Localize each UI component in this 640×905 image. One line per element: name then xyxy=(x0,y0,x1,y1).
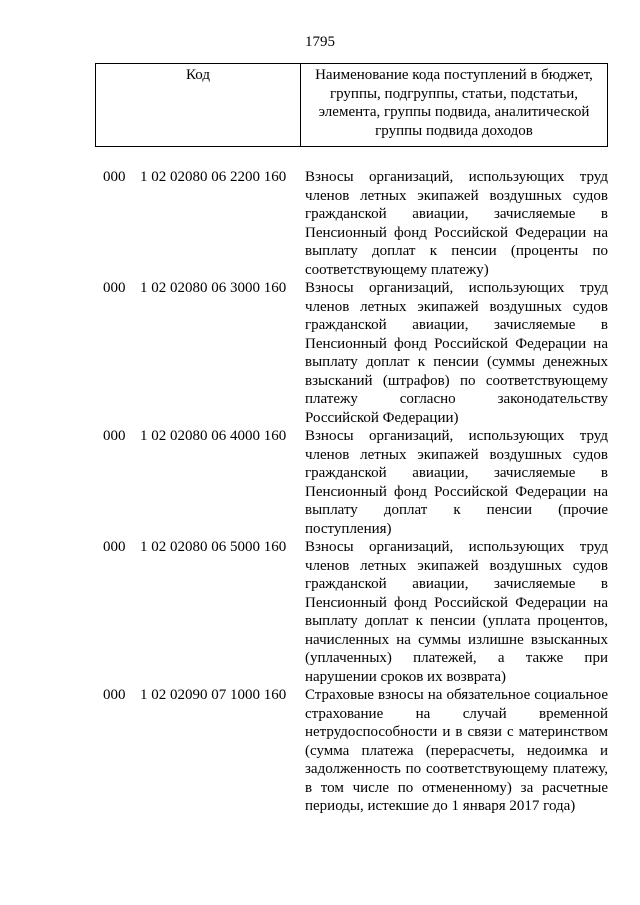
row-budget-code: 1 02 02080 06 5000 160 xyxy=(140,539,287,555)
row-budget-code: 1 02 02080 06 2200 160 xyxy=(140,169,287,185)
row-description: Взносы организаций, использующих труд членов летных экипажей воздушных судов гражданской авиации, зачисляемые в Пенсионный фонд Российской Федерации на выплату доплат к пенсии (суммы денежных взысканий (штрафов) по соответствующему платежу согласно законодательству Российской Федерации) xyxy=(305,280,608,426)
table-row xyxy=(95,538,608,686)
row-description: Взносы организаций, использующих труд членов летных экипажей воздушных судов гражданской авиации, зачисляемые в Пенсионный фонд Российской Федерации на выплату доплат к пенсии (проценты по соответствующему платежу) xyxy=(305,169,608,278)
row-admin-code: 000 xyxy=(103,169,126,185)
row-budget-code: 1 02 02080 06 3000 160 xyxy=(140,280,287,296)
table-row xyxy=(95,427,608,538)
row-description: Взносы организаций, использующих труд членов летных экипажей воздушных судов гражданской авиации, зачисляемые в Пенсионный фонд Российской Федерации на выплату доплат к пенсии (прочие поступления) xyxy=(305,428,608,537)
row-admin-code: 000 xyxy=(103,539,126,555)
row-description: Взносы организаций, использующих труд членов летных экипажей воздушных судов гражданской авиации, зачисляемые в Пенсионный фонд Российской Федерации на выплату доплат к пенсии (уплата процентов, начисленных на суммы излишне взысканных (уплаченных) платежей, а также при нарушении сроков их возврата) xyxy=(305,539,608,685)
table-row xyxy=(95,168,608,279)
row-budget-code: 1 02 02090 07 1000 160 xyxy=(140,687,287,703)
row-admin-code: 000 xyxy=(103,280,126,296)
row-description: Страховые взносы на обязательное социальное страхование на случай временной нетрудоспособности и в связи с материнством (сумма платежа (перерасчеты, недоимка и задолженность по соответствующему платежу, в том числе по отмененному) за расчетные периоды, истекшие до 1 января 2017 года) xyxy=(305,687,608,814)
table-body xyxy=(95,168,608,816)
table-row xyxy=(95,279,608,427)
table-header-row xyxy=(95,63,608,147)
row-budget-code: 1 02 02080 06 4000 160 xyxy=(140,428,287,444)
header-cell-name: Наименование кода поступлений в бюджет, группы, подгруппы, статьи, подстатьи, элемента, группы подвида, аналитической группы подвида доходов xyxy=(315,67,593,139)
row-admin-code: 000 xyxy=(103,428,126,444)
header-cell-code: Код xyxy=(96,64,301,146)
table-row xyxy=(95,686,608,816)
row-admin-code: 000 xyxy=(103,687,126,703)
budget-codes-table xyxy=(95,63,608,816)
page-number: 1795 xyxy=(305,34,335,50)
